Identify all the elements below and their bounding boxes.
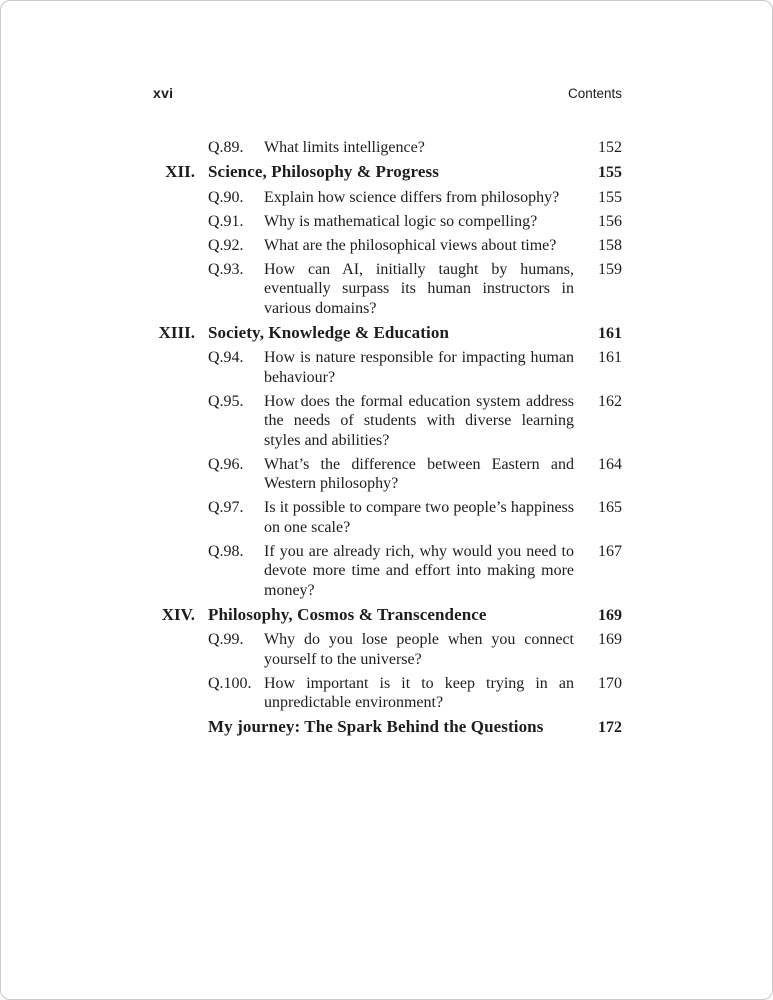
- page-number: 169: [598, 631, 622, 648]
- running-header: [153, 85, 622, 101]
- page-folio: xvi: [153, 85, 174, 101]
- page-number: 170: [598, 674, 622, 692]
- toc-question-entry: [153, 236, 622, 256]
- question-number: Q.92.: [208, 236, 244, 254]
- question-number: Q.89.: [208, 139, 244, 156]
- question-number: Q.91.: [208, 212, 244, 230]
- question-text: What limits intelligence?: [264, 139, 425, 156]
- question-number: Q.95.: [208, 392, 244, 410]
- toc-closing-entry: [153, 717, 622, 738]
- question-number: Q.98.: [208, 542, 244, 560]
- page-number: 162: [598, 392, 622, 410]
- question-number: Q.100.: [208, 674, 252, 692]
- question-number: Q.99.: [208, 631, 244, 648]
- question-text: What’s the difference between Eastern and Western philosophy?: [264, 455, 574, 492]
- toc-question-entry: [153, 674, 622, 713]
- page-number: 169: [598, 606, 622, 624]
- question-text: If you are already rich, why would you need to devote more time and effort into making more money?: [264, 542, 574, 599]
- toc-question-entry: [153, 542, 622, 601]
- question-text: How can AI, initially taught by humans, eventually surpass its human instructors in various domains?: [264, 260, 574, 317]
- toc-list: [153, 138, 622, 743]
- question-number: Q.90.: [208, 188, 244, 206]
- section-numeral: XIII.: [158, 322, 195, 342]
- toc-question-entry: [153, 348, 622, 387]
- toc-question-entry: [153, 392, 622, 451]
- section-title: Society, Knowledge & Education: [208, 322, 450, 342]
- question-text: Is it possible to compare two people’s happiness on one scale?: [264, 499, 574, 536]
- page-number: 165: [598, 499, 622, 516]
- page-number: 152: [598, 139, 622, 156]
- running-head-title: Contents: [567, 86, 622, 101]
- page-number: 156: [598, 212, 622, 230]
- question-text: What are the philosophical views about time?: [264, 236, 557, 254]
- question-text: Explain how science differs from philosophy?: [264, 188, 560, 206]
- section-title: Philosophy, Cosmos & Transcendence: [208, 604, 487, 624]
- toc-question-entry: [153, 212, 622, 232]
- page-number: 158: [598, 236, 622, 254]
- toc-question-entry: [153, 498, 622, 537]
- toc-section-entry: [153, 162, 622, 183]
- page-number: 172: [598, 719, 622, 736]
- section-numeral: XIV.: [161, 604, 195, 624]
- question-text: How important is it to keep trying in an unpredictable environment?: [264, 674, 574, 711]
- toc-question-entry: [153, 260, 622, 319]
- section-title: Science, Philosophy & Progress: [208, 162, 439, 181]
- page-number: 159: [598, 260, 622, 278]
- question-text: How does the formal education system address the needs of students with diverse learning styles and abilities?: [264, 392, 574, 449]
- question-number: Q.93.: [208, 260, 244, 278]
- section-numeral: XII.: [165, 162, 195, 181]
- question-text: Why do you lose people when you connect yourself to the universe?: [264, 631, 574, 668]
- page-number: 161: [598, 349, 622, 366]
- question-number: Q.94.: [208, 349, 244, 366]
- page-number: 155: [598, 164, 622, 181]
- page-number: 164: [598, 455, 622, 473]
- toc-question-entry: [153, 138, 622, 158]
- toc-question-entry: [153, 630, 622, 669]
- question-number: Q.97.: [208, 499, 244, 516]
- closing-title: My journey: The Spark Behind the Questions: [208, 717, 544, 736]
- toc-section-entry: [153, 323, 622, 344]
- toc-question-entry: [153, 188, 622, 208]
- question-text: Why is mathematical logic so compelling?: [264, 212, 538, 230]
- toc-question-entry: [153, 455, 622, 494]
- question-text: How is nature responsible for impacting human behaviour?: [264, 349, 574, 386]
- page-number: 161: [598, 324, 622, 342]
- toc-section-entry: [153, 605, 622, 626]
- question-number: Q.96.: [208, 455, 244, 473]
- page-number: 155: [598, 188, 622, 206]
- page-number: 167: [598, 542, 622, 560]
